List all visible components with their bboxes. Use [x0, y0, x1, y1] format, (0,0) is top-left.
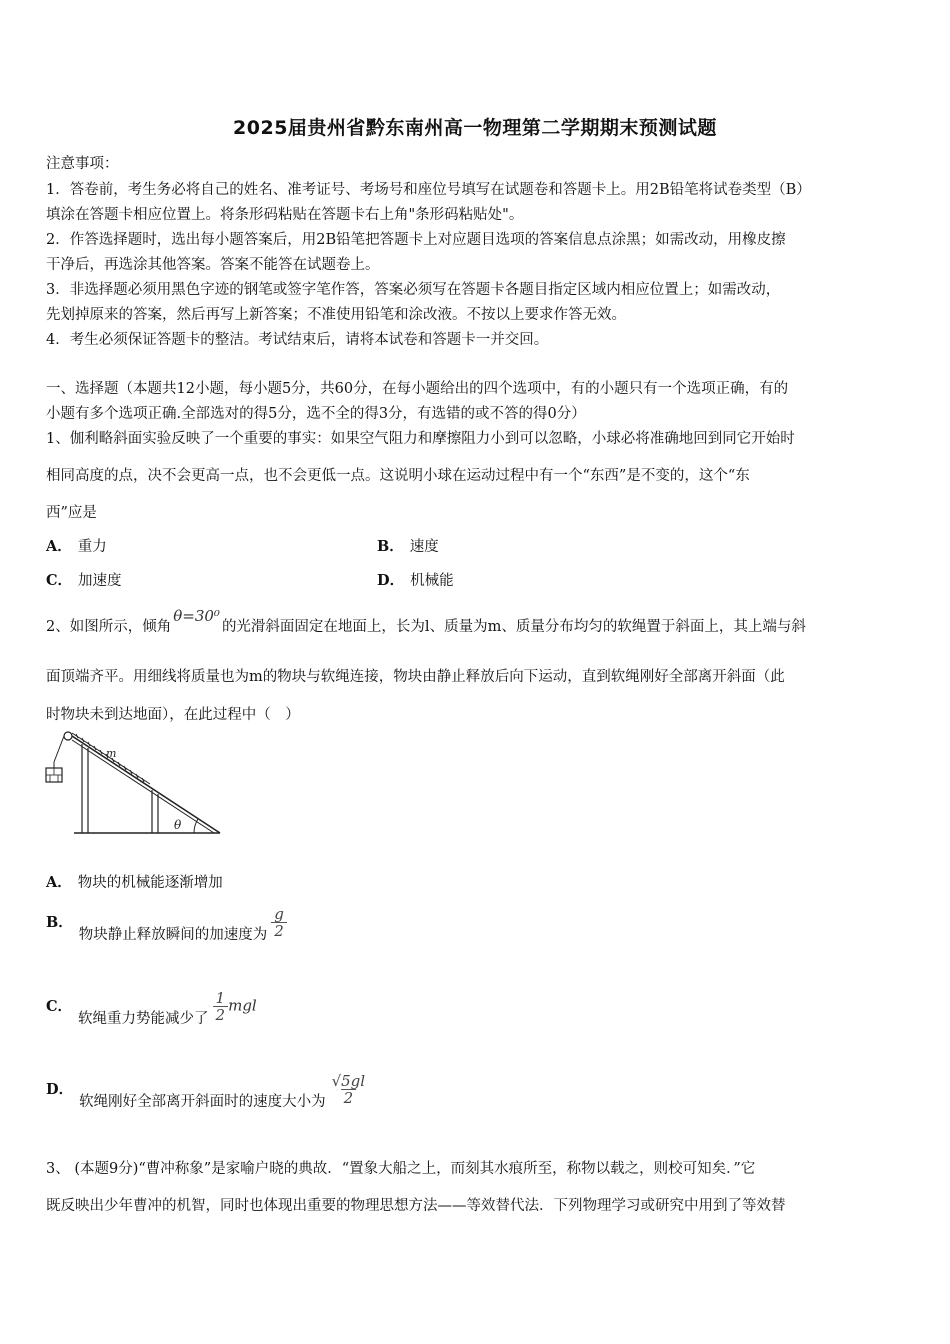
figure-label-theta: θ — [174, 818, 182, 832]
q2-option-b[interactable]: B．物块静止释放瞬间的加速度为 $\frac{g}{2}$ — [46, 906, 287, 939]
notice-line: 填涂在答题卡相应位置上。将条形码粘贴在答题卡右上角"条形码粘贴处"。 — [46, 207, 524, 223]
figure-label-m: m — [106, 747, 117, 760]
q3-stem: 3、 (本题9分)“曹冲称象”是家喻户晓的典故．“置象大船之上，而刻其水痕所至，称物以载之，则校可知矣．”它 — [46, 1161, 756, 1177]
q1-stem: 西”应是 — [46, 505, 97, 521]
q1-option-d[interactable]: D． 机械能 — [377, 572, 454, 589]
fraction-sqrt5gl-over-2: $\frac{√5gl}{2}$ — [331, 1072, 366, 1107]
notice-line: 3．非选择题必须用黑色字迹的钢笔或签字笔作答，答案必须写在答题卡各题目指定区域内相应位置上；如需改动， — [46, 282, 781, 298]
notice-line: 干净后，再选涂其他答案。答案不能答在试题卷上。 — [46, 257, 380, 273]
notice-heading: 注意事项： — [46, 156, 119, 172]
q2-option-a[interactable]: A． 物块的机械能逐渐增加 — [46, 874, 223, 891]
q2-option-d[interactable]: D．软绳刚好全部离开斜面时的速度大小为 $\frac{√5gl}{2}$ — [46, 1072, 366, 1110]
angle-formula: θ=30⁰ — [173, 607, 220, 625]
notice-line: 1．答卷前，考生务必将自己的姓名、准考证号、考场号和座位号填写在试题卷和答题卡上。用2B铅笔将试卷类型（B） — [46, 182, 811, 198]
notice-line: 4．考生必须保证答题卡的整洁。考试结束后，请将本试卷和答题卡一并交回。 — [46, 332, 549, 348]
q1-option-c[interactable]: C． 加速度 — [46, 572, 122, 589]
notice-line: 先划掉原来的答案，然后再写上新答案；不准使用铅笔和涂改液。不按以上要求作答无效。 — [46, 307, 626, 323]
notice-line: 2．作答选择题时，选出每小题答案后，用2B铅笔把答题卡上对应题目选项的答案信息点涂黑；如需改动，用橡皮擦 — [46, 232, 786, 248]
fraction-g-over-2: $\frac{g}{2}$ — [271, 906, 287, 939]
q2-option-c[interactable]: C．软绳重力势能减少了 $\frac{1}{2}$ mgl — [46, 989, 257, 1027]
section-heading: 小题有多个选项正确.全部选对的得5分，选不全的得3分，有选错的或不答的得0分） — [46, 406, 586, 422]
page-title: 2025届贵州省黔东南州高一物理第二学期期末预测试题 — [233, 117, 717, 139]
q1-stem: 相同高度的点，决不会更高一点，也不会更低一点。这说明小球在运动过程中有一个“东西”是不变的，这个“东 — [46, 468, 750, 484]
q1-stem: 1、伽利略斜面实验反映了一个重要的事实：如果空气阻力和摩擦阻力小到可以忽略，小球必将准确地回到同它开始时 — [46, 431, 795, 447]
incline-figure — [44, 728, 224, 838]
fraction-one-half: $\frac{1}{2}$ — [213, 990, 229, 1023]
section-heading: 一、选择题（本题共12小题，每小题5分，共60分，在每小题给出的四个选项中，有的小题只有一个选项正确，有的 — [46, 381, 789, 397]
q1-option-a[interactable]: A． 重力 — [46, 538, 107, 555]
q3-stem: 既反映出少年曹冲的机智，同时也体现出重要的物理思想方法——等效替代法．下列物理学习或研究中用到了等效替 — [46, 1198, 786, 1214]
q2-stem: 面顶端齐平。用细线将质量也为m的物块与软绳连接，物块由静止释放后向下运动，直到软绳刚好全部离开斜面（此 — [46, 669, 785, 685]
q2-stem: 2、如图所示，倾角θ=30⁰的光滑斜面固定在地面上，长为l、质量为m、质量分布均匀的软绳置于斜面上，其上端与斜 — [46, 607, 806, 635]
q1-option-b[interactable]: B． 速度 — [377, 538, 439, 555]
q2-stem: 时物块未到达地面），在此过程中（ ） — [46, 707, 300, 723]
